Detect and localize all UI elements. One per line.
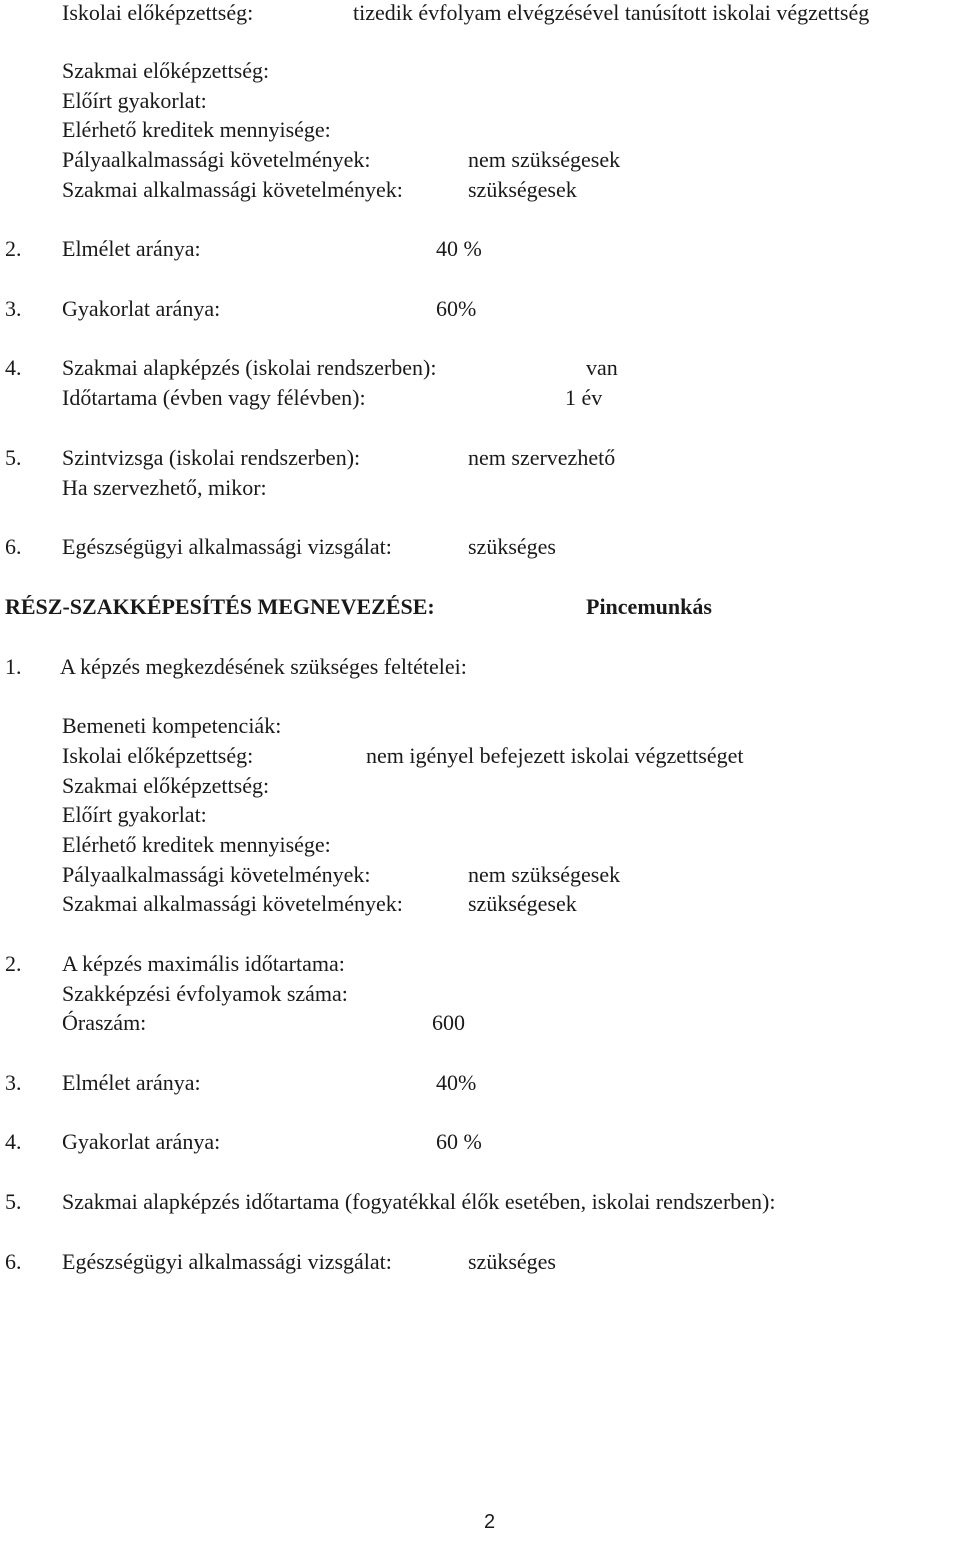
gyakorlat-aranya-label: Gyakorlat aránya: xyxy=(62,296,221,321)
item-number: 4. xyxy=(5,1129,22,1154)
idotartama-value: 1 év xyxy=(565,385,603,410)
palyaalkalmassagi-label: Pályaalkalmassági követelmények: xyxy=(62,147,371,172)
bemeneti-kompetenciak-label: Bemeneti kompetenciák: xyxy=(62,713,282,738)
idotartama-label: Időtartama (évben vagy félévben): xyxy=(62,385,366,410)
szakmai-elokepzettseg-label: Szakmai előképzettség: xyxy=(62,773,270,798)
szakmai-alkalmassagi-label: Szakmai alkalmassági követelmények: xyxy=(62,177,403,202)
item-number: 4. xyxy=(5,355,22,380)
item-number: 2. xyxy=(5,951,22,976)
eloirt-gyakorlat-label: Előírt gyakorlat: xyxy=(62,802,207,827)
elmelet-aranya-value: 40% xyxy=(436,1070,477,1095)
szakmai-alkalmassagi-label: Szakmai alkalmassági követelmények: xyxy=(62,891,403,916)
iskolai-elokepzettseg-value: tizedik évfolyam elvégzésével tanúsított iskolai végzettség xyxy=(353,0,870,25)
elmelet-aranya-value: 40 % xyxy=(436,236,482,261)
item-number: 6. xyxy=(5,1249,22,1274)
palyaalkalmassagi-value: nem szükségesek xyxy=(468,147,621,172)
item-number: 1. xyxy=(5,654,22,679)
resz-szakkepesites-name: Pincemunkás xyxy=(586,594,712,619)
iskolai-elokepzettseg-value: nem igényel befejezett iskolai végzettséget xyxy=(366,743,744,768)
szakmai-alapkepzes-label: Szakmai alapképzés (iskolai rendszerben): xyxy=(62,355,437,380)
resz-szakkepesites-heading: RÉSZ-SZAKKÉPESÍTÉS MEGNEVEZÉSE: xyxy=(5,594,435,619)
item-number: 3. xyxy=(5,296,22,321)
gyakorlat-aranya-value: 60% xyxy=(436,296,477,321)
gyakorlat-aranya-label: Gyakorlat aránya: xyxy=(62,1129,221,1154)
gyakorlat-aranya-value: 60 % xyxy=(436,1129,482,1154)
iskolai-elokepzettseg-label: Iskolai előképzettség: xyxy=(62,743,254,768)
kreditek-label: Elérhető kreditek mennyisége: xyxy=(62,832,331,857)
item-number: 5. xyxy=(5,445,22,470)
egeszsegugyi-label: Egészségügyi alkalmassági vizsgálat: xyxy=(62,534,392,559)
page-number: 2 xyxy=(484,1511,496,1533)
palyaalkalmassagi-label: Pályaalkalmassági követelmények: xyxy=(62,862,371,887)
szintvizsga-value: nem szervezhető xyxy=(468,445,616,470)
palyaalkalmassagi-value: nem szükségesek xyxy=(468,862,621,887)
kreditek-label: Elérhető kreditek mennyisége: xyxy=(62,117,331,142)
item-number: 2. xyxy=(5,236,22,261)
kepzes-feltetelei-label: A képzés megkezdésének szükséges feltételei: xyxy=(60,654,467,679)
szintvizsga-label: Szintvizsga (iskolai rendszerben): xyxy=(62,445,361,470)
szakmai-alapkepzes-value: van xyxy=(586,355,618,380)
szakmai-elokepzettseg-label: Szakmai előképzettség: xyxy=(62,58,270,83)
item-number: 3. xyxy=(5,1070,22,1095)
szakmai-alkalmassagi-value: szükségesek xyxy=(468,177,577,202)
maximalis-idotartam-label: A képzés maximális időtartama: xyxy=(62,951,345,976)
oraszam-label: Óraszám: xyxy=(62,1010,147,1035)
oraszam-value: 600 xyxy=(432,1010,465,1035)
evfolyamok-szama-label: Szakképzési évfolyamok száma: xyxy=(62,981,348,1006)
szakmai-alkalmassagi-value: szükségesek xyxy=(468,891,577,916)
eloirt-gyakorlat-label: Előírt gyakorlat: xyxy=(62,88,207,113)
egeszsegugyi-value: szükséges xyxy=(468,1249,556,1274)
egeszsegugyi-value: szükséges xyxy=(468,534,556,559)
elmelet-aranya-label: Elmélet aránya: xyxy=(62,236,201,261)
item-number: 5. xyxy=(5,1189,22,1214)
item-number: 6. xyxy=(5,534,22,559)
egeszsegugyi-label: Egészségügyi alkalmassági vizsgálat: xyxy=(62,1249,392,1274)
ha-szervezheto-label: Ha szervezhető, mikor: xyxy=(62,475,267,500)
iskolai-elokepzettseg-label: Iskolai előképzettség: xyxy=(62,0,254,25)
alapkepzes-idotartama-label: Szakmai alapképzés időtartama (fogyatékkal élők esetében, iskolai rendszerben): xyxy=(62,1189,776,1214)
elmelet-aranya-label: Elmélet aránya: xyxy=(62,1070,201,1095)
